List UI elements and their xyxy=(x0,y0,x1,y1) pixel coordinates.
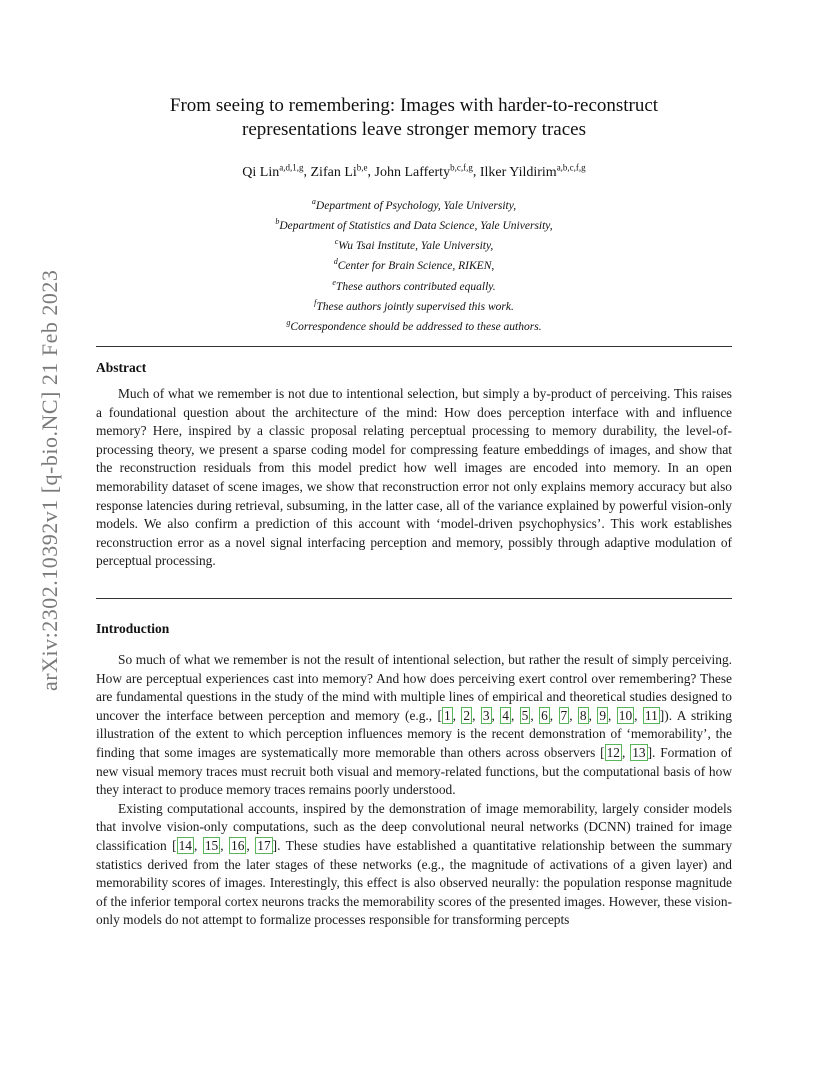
abstract-top-rule xyxy=(96,346,732,347)
affiliation-list xyxy=(96,194,732,335)
abstract-bottom-rule xyxy=(96,598,732,599)
intro-paragraph-2: Existing computational accounts, inspired by the demonstration of image memorability, largely consider models that involve vision-only computations, such as the deep convolutional neural networks (DCNN) trained for image classification [ 14 , 15 , 16 , 17 ]. These studies have established a quantitative relationship between the summary statistics derived from the later stages of these networks (e.g., the magnitude of activations of a given layer) and memorability scores of images. Interestingly, this effect is also observed neurally: the population response magnitude of the inferior temporal cortex neurons tracks the memorability scores of the presented images. However, these vision-only models do not attempt to formalize processes responsible for transforming percepts xyxy=(96,800,733,928)
citation-link[interactable]: 6 xyxy=(541,707,548,723)
affiliation: $^e$These authors contributed equally. xyxy=(332,277,496,293)
intro-paragraph-1: So much of what we remember is not the result of intentional selection, but rather the result of simply perceiving. How are perceptual experiences cast into memory? And how does perceiving exert control over remembering? These are fundamental questions in the study of the mind with multiple lines of empirical and theoretical studies designed to uncover the interface between perception and memory (e.g., [ 1 , 2 , 3 , 4 , 5 , 6 , 7 , 8 , 9 , 10 , 11 ]). A striking illustration of the extent to which perception influences memory is the recent demonstration of ‘memorability’, the finding that some images are systematically more memorable than others across observers [ 12 , 13 ]. Formation of new visual memory traces must recruit both visual and memory-related functions, but the computational basis of how they interact to produce memory traces remains poorly understood. xyxy=(96,652,732,798)
author: John Lafferty$^{b,c,f,g}$ xyxy=(374,162,473,180)
citation-link[interactable]: 14 xyxy=(178,837,192,853)
title-line-2: representations leave stronger memory traces xyxy=(242,119,586,140)
arxiv-identifier: arXiv:2302.10392v1 [q-bio.NC] 21 Feb 2023 xyxy=(37,269,62,691)
author: Qi Lin$^{a,d,1,g}$ xyxy=(242,162,304,180)
citation-link[interactable]: 16 xyxy=(231,837,245,853)
abstract-body xyxy=(96,385,732,571)
affiliation: $^d$Center for Brain Science, RIKEN, xyxy=(333,257,495,273)
author-list: Qi Lin$^{a,d,1,g}$, Zifan Li$^{b,e}$, John Lafferty$^{b,c,f,g}$, Ilker Yildirim$^{a,b,c,f,g}$ xyxy=(242,162,586,180)
introduction-body xyxy=(96,651,732,930)
citation-link[interactable]: 7 xyxy=(560,707,568,723)
affiliation: $^a$Department of Psychology, Yale University, xyxy=(311,197,517,212)
author: Zifan Li$^{b,e}$ xyxy=(310,162,368,180)
affiliation: $^c$Wu Tsai Institute, Yale University, xyxy=(334,237,494,253)
citation-link[interactable]: 4 xyxy=(502,707,509,723)
citation-link[interactable]: 12 xyxy=(606,744,620,760)
citation-link[interactable]: 13 xyxy=(632,744,646,760)
citation-link[interactable]: 15 xyxy=(204,837,219,853)
author: Ilker Yildirim$^{a,b,c,f,g}$ xyxy=(479,162,586,180)
citation-link[interactable]: 5 xyxy=(521,707,529,723)
affiliation: $^f$These authors jointly supervised this work. xyxy=(314,297,514,313)
citation-link[interactable]: 3 xyxy=(482,707,490,723)
title-line-1: From seeing to remembering: Images with harder-to-reconstruct xyxy=(169,95,659,116)
affiliation: $^b$Department of Statistics and Data Science, Yale University, xyxy=(275,217,553,232)
citation-link[interactable]: 2 xyxy=(463,707,471,723)
citation-link[interactable]: 17 xyxy=(257,837,271,853)
abstract-heading: Abstract xyxy=(96,360,147,375)
citation-link[interactable]: 11 xyxy=(644,707,658,723)
citation-link[interactable]: 8 xyxy=(579,707,587,723)
introduction-heading: Introduction xyxy=(96,621,170,636)
citation-link[interactable]: 10 xyxy=(618,707,633,723)
citation-link[interactable]: 9 xyxy=(599,707,607,723)
paper-title xyxy=(96,94,732,142)
affiliation: $^g$Correspondence should be addressed to these authors. xyxy=(286,317,542,333)
abstract-paragraph: Much of what we remember is not due to intentional selection, but simply a by-product of perceiving. This raises a foundational question about the architecture of the mind: How does perception interface with and influence memory? Here, inspired by a classic proposal relating perceptual processing to memory durability, the level-of-processing theory, we present a sparse coding model for compressing feature embeddings of images, and show that the reconstruction residuals from this model predict how well images are encoded into memory. In an open memorability dataset of scene images, we show that reconstruction error not only explains memory accuracy but also response latencies during retrieval, subsuming, in the latter case, all of the variance explained by powerful vision-only models. We also confirm a prediction of this account with ‘model-driven psychophysics’. This work establishes reconstruction error as a novel signal interfacing perception and memory, possibly through adaptive modulation of perceptual processing. xyxy=(96,386,732,569)
citation-link[interactable]: 1 xyxy=(443,707,451,723)
